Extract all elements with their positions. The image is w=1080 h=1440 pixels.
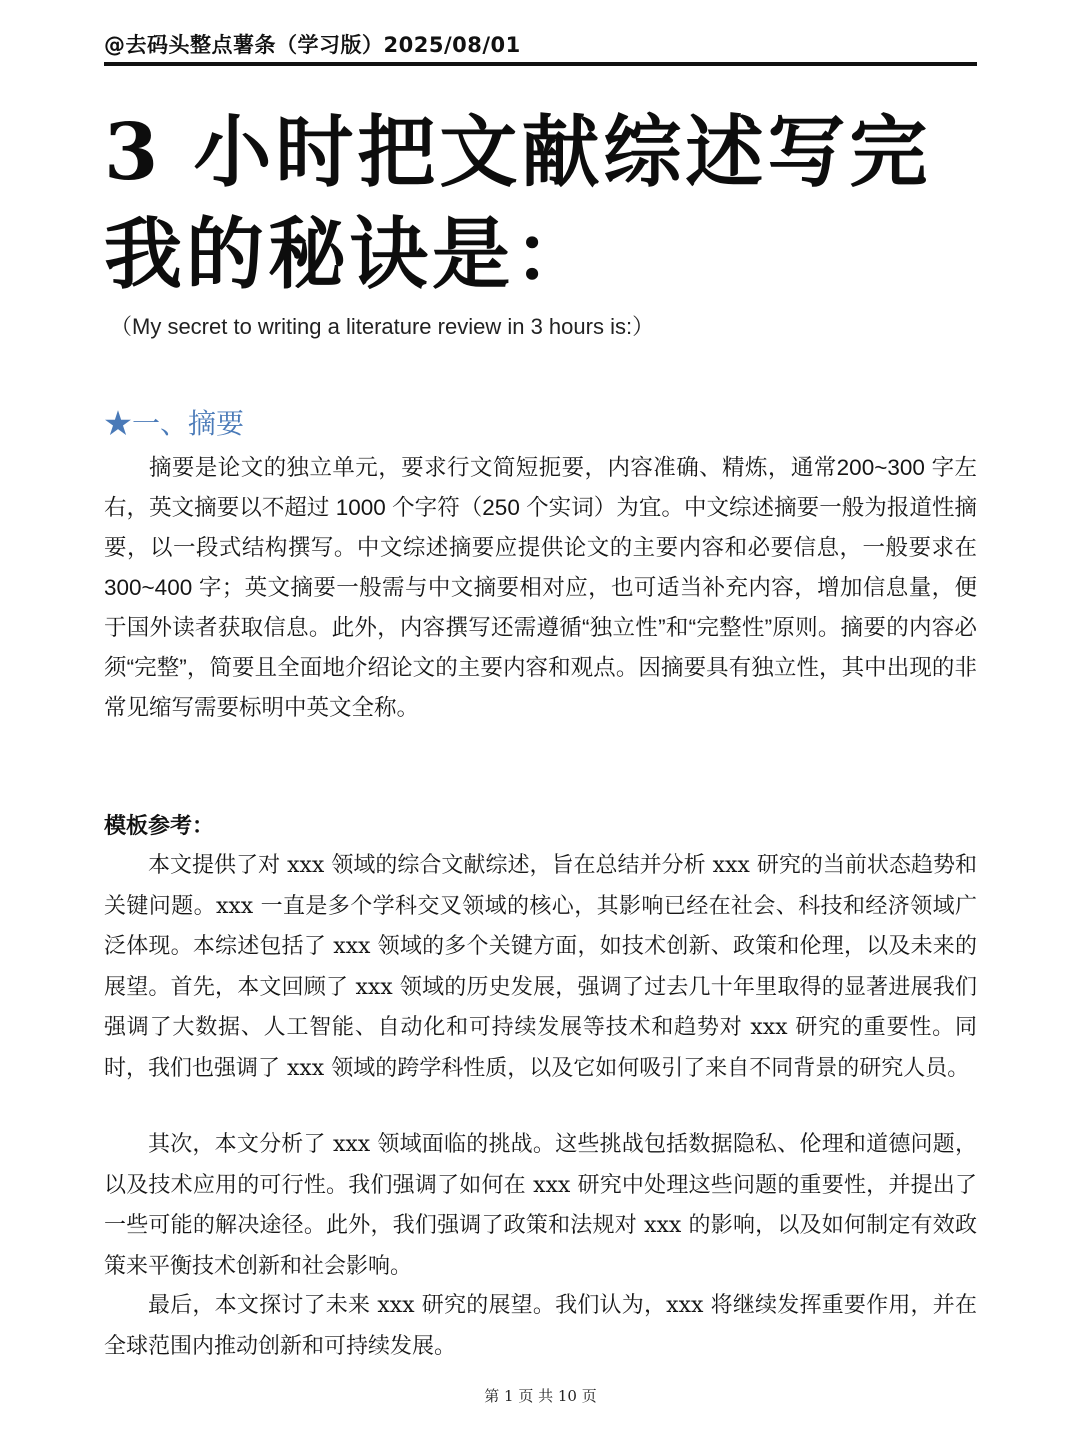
section-heading-label: 一、摘要: [132, 407, 245, 440]
title-line-1: 3 小时把文献综述写完: [104, 107, 932, 198]
header-author-date: @去码头整点薯条（学习版）2025/08/01: [104, 33, 521, 57]
english-subtitle: （My secret to writing a literature review in 3 hours is:）: [110, 314, 655, 339]
page-number-footer: 第 1 页 共 10 页: [484, 1387, 597, 1405]
document-page: [104, 0, 977, 1440]
abstract-paragraph: 摘要是论文的独立单元，要求行文简短扼要，内容准确、精炼，通常200~300 字左右，英文摘要以不超过 1000 个字符（250 个实词）为宜。中文综述摘要一般为报道性摘要，以一段式结构撰写。中文综述摘要应提供论文的主要内容和必要信息，一般要求在 300~400 字；英文摘要一般需与中文摘要相对应，也可适当补充内容，增加信息量，便于国外读者获取信息。此外，内容撰写还需遵循“独立性”和“完整性”原则。摘要的内容必须“完整”，简要且全面地介绍论文的主要内容和观点。因摘要具有独立性，其中出现的非常见缩写需要标明中英文全称。: [104, 455, 977, 720]
template-label: 模板参考：: [104, 813, 215, 839]
section-heading-abstract: [104, 406, 244, 442]
template-paragraph-1: 本文提供了对 xxx 领域的综合文献综述，旨在总结并分析 xxx 研究的当前状态趋势和关键问题。xxx 一直是多个学科交叉领域的核心，其影响已经在社会、科技和经济领域广泛体现。本综述包括了 xxx 领域的多个关键方面，如技术创新、政策和伦理，以及未来的展望。首先，本文回顾了 xxx 领域的历史发展，强调了过去几十年里取得的显著进展我们强调了大数据、人工智能、自动化和可持续发展等技术和趋势对 xxx 研究的重要性。同时，我们也强调了 xxx 领域的跨学科性质，以及它如何吸引了来自不同背景的研究人员。: [104, 853, 977, 1081]
template-paragraph-3: 最后，本文探讨了未来 xxx 研究的展望。我们认为，xxx 将继续发挥重要作用，并在全球范围内推动创新和可持续发展。: [104, 1293, 977, 1359]
title-line-2: 我的秘诀是：: [104, 209, 597, 300]
template-paragraph-2: 其次，本文分析了 xxx 领域面临的挑战。这些挑战包括数据隐私、伦理和道德问题，以及技术应用的可行性。我们强调了如何在 xxx 研究中处理这些问题的重要性，并提出了一些可能的解决途径。此外，我们强调了政策和法规对 xxx 的影响，以及如何制定有效政策来平衡技术创新和社会影响。: [104, 1132, 977, 1279]
star-icon: ★: [104, 407, 133, 440]
header-divider: [104, 62, 977, 66]
